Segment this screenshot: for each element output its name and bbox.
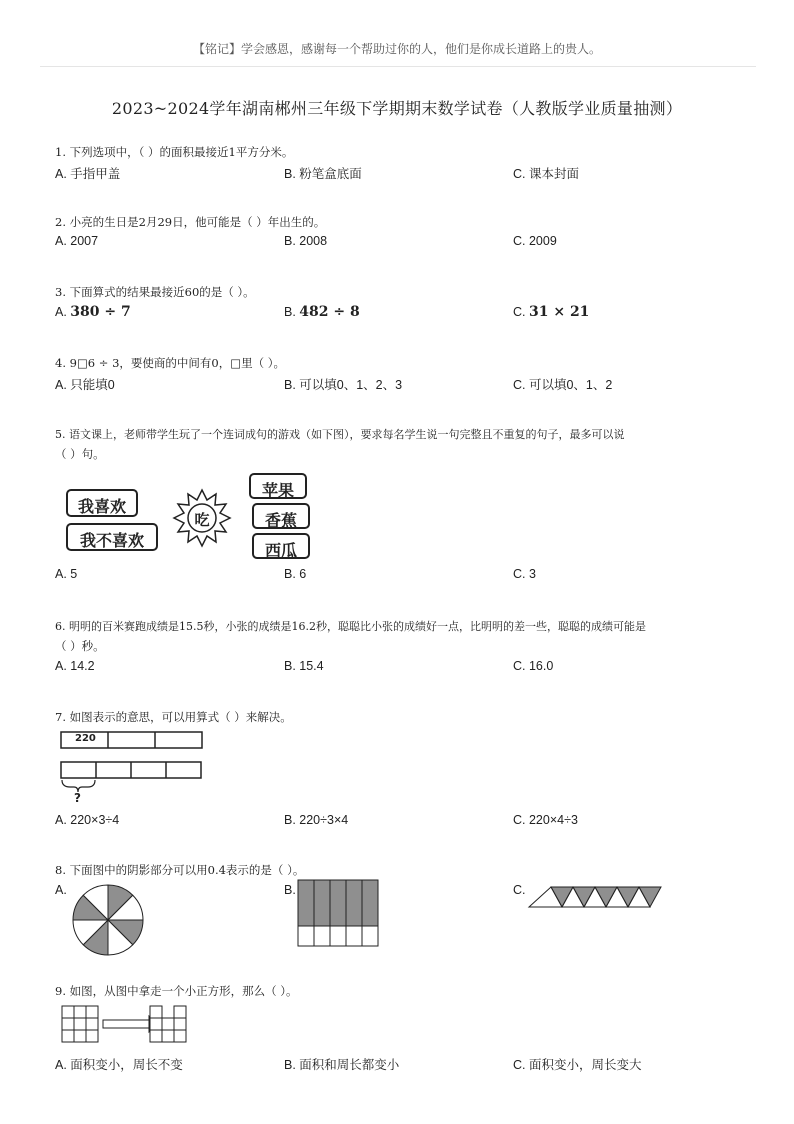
question-8-option-c-label[interactable]: C.	[513, 883, 526, 897]
question-4-stem: 4. 9□6 ÷ 3，要使商的中间有0，□里（ ）。	[55, 356, 285, 370]
question-5-option-b[interactable]: B. 6	[284, 567, 307, 581]
question-3-option-b[interactable]	[284, 304, 360, 320]
question-9-stem: 9. 如图，从图中拿走一个小正方形，那么（ ）。	[55, 984, 298, 998]
option-letter: C.	[513, 305, 529, 319]
shaded-triangles-figure[interactable]	[529, 886, 663, 910]
math-expression: 380 ÷ 7	[70, 304, 131, 320]
option-letter: B.	[284, 305, 300, 319]
option-letter: A.	[55, 305, 71, 319]
question-7-option-b[interactable]: B. 220÷3×4	[284, 813, 349, 827]
question-8-option-a-label[interactable]: A.	[55, 883, 67, 897]
card-watermelon-text: 西瓜	[264, 541, 297, 560]
question-2-stem: 2. 小亮的生日是2月29日，他可能是（ ）年出生的。	[55, 215, 326, 229]
motto-banner: 【铭记】学会感恩，感谢每一个帮助过你的人，他们是你成长道路上的贵人。	[192, 42, 601, 56]
header-divider	[40, 66, 756, 67]
segment-top-label: 220	[75, 733, 96, 744]
question-1-option-a[interactable]: A. 手指甲盖	[55, 167, 121, 181]
question-1-option-b[interactable]: B. 粉笔盒底面	[284, 167, 362, 181]
question-7-option-c[interactable]: C. 220×4÷3	[513, 813, 578, 827]
card-apple-text: 苹果	[261, 481, 294, 500]
question-2-option-c[interactable]: C. 2009	[513, 234, 557, 248]
question-9-option-a[interactable]: A. 面积变小，周长不变	[55, 1058, 183, 1072]
shaded-grid-figure[interactable]	[298, 880, 380, 948]
question-7-stem: 7. 如图表示的意思，可以用算式（ ）来解决。	[55, 710, 292, 724]
question-8-stem: 8. 下面图中的阴影部分可以用0.4表示的是（ ）。	[55, 863, 305, 877]
question-4-option-b[interactable]: B. 可以填0、1、2、3	[284, 378, 403, 392]
question-9-option-b[interactable]: B. 面积和周长都变小	[284, 1058, 400, 1072]
question-8-option-b-label[interactable]: B.	[284, 883, 296, 897]
card-banana-text: 香蕉	[264, 511, 297, 530]
question-1-stem: 1. 下列选项中，（ ）的面积最接近1平方分米。	[55, 145, 294, 159]
question-5-stem-line2: （ ）句。	[55, 447, 105, 461]
question-5-stem-line1: 5. 语文课上，老师带学生玩了一个连词成句的游戏（如下图），要求每名学生说一句完整且不重复的句子，最多可以说	[55, 428, 625, 441]
sun-center-text: 吃	[194, 511, 210, 529]
question-6-stem-line1: 6. 明明的百米赛跑成绩是15.5秒，小张的成绩是16.2秒，聪聪比小张的成绩好一点，比明明的差一些，聪聪的成绩可能是	[55, 620, 646, 633]
card-dislike-text: 我不喜欢	[79, 531, 144, 550]
math-expression: 482 ÷ 8	[299, 304, 360, 320]
question-9-option-c[interactable]: C. 面积变小，周长变大	[513, 1058, 642, 1072]
exam-title: 2023~2024学年湖南郴州三年级下学期期末数学试卷（人教版学业质量抽测）	[111, 99, 683, 118]
question-4-option-c[interactable]: C. 可以填0、1、2	[513, 378, 613, 392]
question-2-option-a[interactable]: A. 2007	[55, 234, 99, 248]
question-1-option-c[interactable]: C. 课本封面	[513, 167, 579, 181]
square-removal-figure	[62, 1006, 192, 1046]
question-4-option-a[interactable]: A. 只能填0	[55, 378, 115, 392]
shaded-circle-figure[interactable]	[72, 884, 144, 956]
math-expression: 31 × 21	[528, 304, 590, 320]
question-6-option-a[interactable]: A. 14.2	[55, 659, 95, 673]
question-3-option-a[interactable]	[55, 304, 131, 320]
question-7-option-a[interactable]: A. 220×3÷4	[55, 813, 120, 827]
question-5-option-a[interactable]: A. 5	[55, 567, 78, 581]
question-6-option-c[interactable]: C. 16.0	[513, 659, 554, 673]
question-2-option-b[interactable]: B. 2008	[284, 234, 328, 248]
question-5-option-c[interactable]: C. 3	[513, 567, 536, 581]
question-3-option-c[interactable]	[513, 304, 589, 320]
question-6-option-b[interactable]: B. 15.4	[284, 659, 324, 673]
card-like-text: 我喜欢	[77, 497, 126, 516]
question-6-stem-line2: （ ）秒。	[55, 639, 105, 653]
segment-question-mark: ?	[74, 791, 81, 805]
question-3-stem: 3. 下面算式的结果最接近60的是（ ）。	[55, 285, 255, 299]
